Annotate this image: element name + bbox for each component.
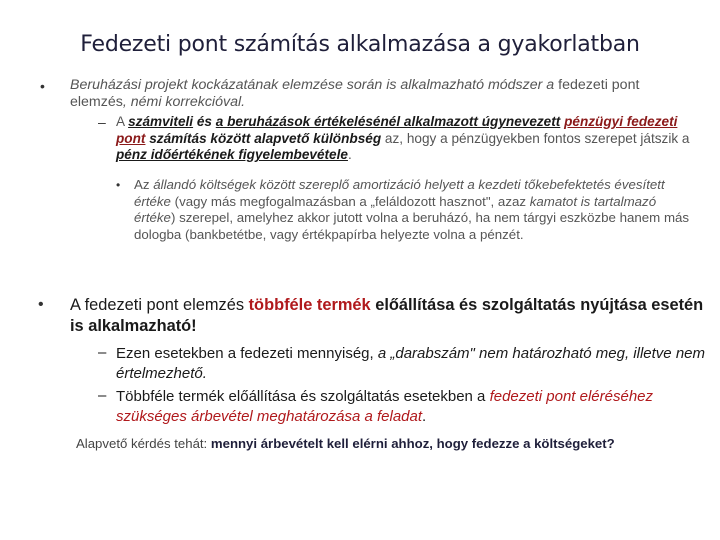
bullet-1-text: Beruházási projekt kockázatának elemzése során is alkalmazható módszer a fedezeti pont elemzés, némi korrekcióval. bbox=[70, 77, 640, 110]
bullet-2-text: A fedezeti pont elemzés többféle termék előállítása és szolgáltatás nyújtása esetén is alkalmazható! bbox=[70, 296, 704, 335]
bullet-marker: • bbox=[38, 296, 44, 313]
bullet-marker: • bbox=[40, 78, 45, 94]
sub-bullet-1-text: A számviteli és a beruházások értékelésénél alkalmazott úgynevezett pénzügyi fedezeti pont számítás között alapvető különbség az, hogy a pénzügyekben fontos szerepet játszik a pénz időértékének figyelembevétele. bbox=[116, 114, 690, 163]
dash-marker: – bbox=[98, 344, 107, 361]
dash-marker: – bbox=[98, 114, 106, 130]
key-question: Alapvető kérdés tehát: mennyi árbevételt kell elérni ahhoz, hogy fedezze a költségeket? bbox=[76, 436, 615, 451]
slide-title: Fedezeti pont számítás alkalmazása a gyakorlatban bbox=[80, 32, 640, 57]
sub-sub-bullet-text: Az állandó költségek között szereplő amortizáció helyett a kezdeti tőkebefektetés évesített értéke (vagy más megfogalmazásban a „feláldozott hasznot", azaz kamatot is tartalmazó értéke) szerepel, amelyhez akkor jutott volna a beruházó, ha nem tárgyi eszközbe hanem más dologba (bankbetétbe, vagy értékpapírba helyezte volna a pénzét. bbox=[134, 177, 690, 242]
sub-bullet-3-text: Ezen esetekben a fedezeti mennyiség, a „darabszám" nem határozható meg, illetve nem értelmezhető. bbox=[116, 345, 705, 382]
dash-marker: – bbox=[98, 387, 107, 404]
bullet-marker-small: • bbox=[116, 178, 121, 192]
sub-bullet-4-text: Többféle termék előállítása és szolgáltatás esetekben a fedezeti pont eléréséhez szükséges árbevétel meghatározása a feladat. bbox=[116, 388, 654, 425]
